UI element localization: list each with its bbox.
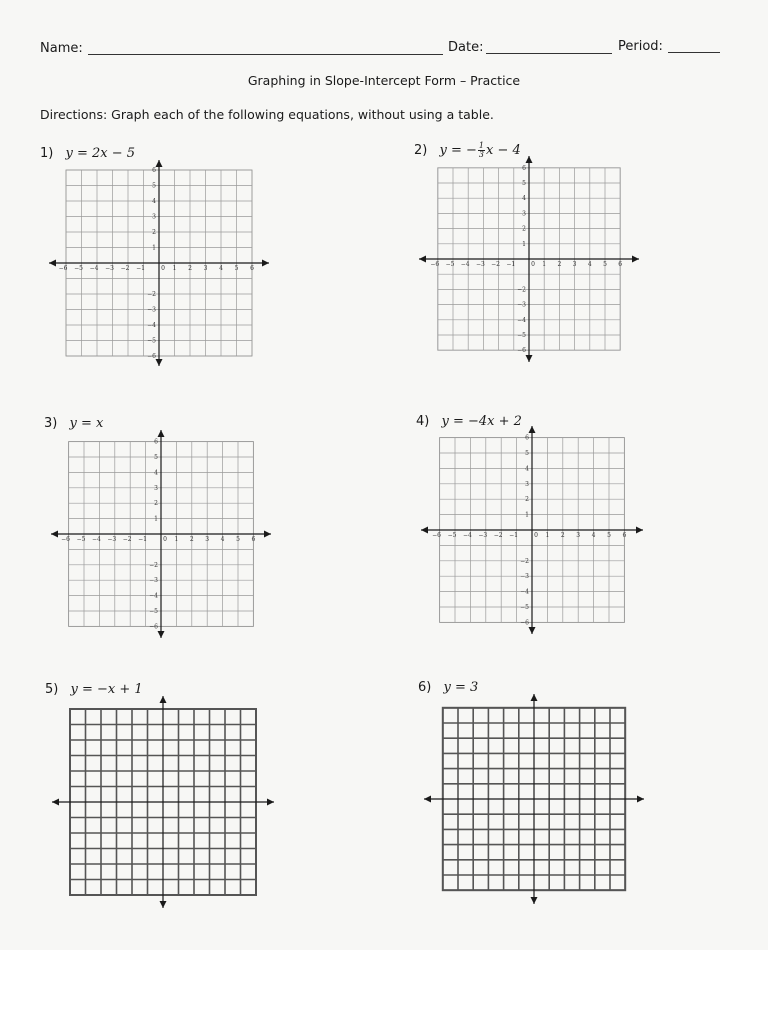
x-tick-label: 1 [174,536,179,543]
coordinate-grid-4[interactable] [419,424,645,636]
arrow-up-icon [158,430,165,437]
arrow-up-icon [526,156,533,163]
y-tick-label: 3 [525,480,529,488]
y-tick-label: −5 [149,608,158,615]
x-tick-label: 5 [236,536,240,543]
x-tick-label: −1 [506,261,516,268]
x-tick-label: 6 [250,265,254,272]
scan-margin [0,950,768,1024]
y-tick-label: 5 [152,182,156,190]
arrow-left-icon [419,256,426,263]
equation-suffix: x − 4 [485,143,521,158]
x-tick-label: −4 [91,536,101,543]
y-tick-label: −3 [517,301,526,309]
x-tick-label: 3 [203,265,208,272]
x-tick-label: 3 [205,536,210,543]
x-tick-label: −2 [491,261,501,268]
y-tick-label: −5 [147,337,156,345]
problem-number: 1) [40,146,54,161]
arrow-right-icon [264,531,271,538]
x-tick-label: −3 [105,265,114,272]
arrow-left-icon [49,260,56,267]
y-tick-label: 6 [522,164,526,172]
fraction-denominator: 3 [478,150,484,159]
y-tick-label: 1 [525,511,529,519]
y-tick-label: −6 [149,623,158,631]
x-tick-label: 3 [576,532,581,539]
problem-number: 5) [45,682,59,697]
x-tick-label: 1 [172,265,177,272]
x-tick-label: −4 [460,261,470,268]
period-label: Period: [618,39,663,54]
y-tick-label: −5 [520,604,529,611]
x-tick-label: −1 [138,536,148,543]
y-tick-label: 5 [522,180,526,187]
y-tick-label: −6 [147,353,156,360]
y-tick-label: −2 [517,286,526,294]
arrow-down-icon [158,631,165,638]
y-tick-label: −5 [517,332,526,339]
arrow-right-icon [267,799,274,806]
axes [424,694,644,904]
equation: y = x [69,416,104,431]
arrow-right-icon [262,260,269,267]
equation: y = 3 [443,680,479,695]
x-tick-label: −5 [76,536,86,543]
y-tick-label: −2 [520,557,529,565]
coordinate-grid-5[interactable] [50,694,276,910]
x-tick-label: 5 [607,532,611,539]
x-tick-label: −5 [447,532,457,539]
problem-number: 2) [414,143,428,158]
arrow-up-icon [529,426,536,433]
name-label: Name: [40,41,83,56]
y-tick-label: 4 [522,195,526,203]
y-tick-label: −3 [149,577,158,585]
x-tick-label: −2 [120,265,130,272]
equation: y = −x + 1 [70,682,143,697]
x-tick-label: 2 [560,532,565,539]
arrow-left-icon [424,796,431,803]
x-tick-label: 3 [572,261,577,268]
equation-prefix: y = − [439,143,477,158]
coordinate-grid-2[interactable] [417,154,641,364]
x-tick-label: 4 [587,261,592,268]
fraction-numerator: 1 [478,141,484,150]
coordinate-grid-1[interactable] [47,158,271,368]
equation: y = −4x + 2 [441,414,522,429]
y-tick-label: −6 [520,619,529,627]
x-tick-label: 5 [603,261,607,268]
x-tick-label: 1 [542,261,547,268]
y-tick-label: −6 [517,347,526,355]
y-tick-label: 5 [525,450,529,457]
x-tick-label: −1 [509,532,519,539]
y-tick-label: 6 [152,167,156,174]
y-tick-label: 3 [152,213,156,221]
y-tick-label: −2 [149,561,158,569]
x-tick-label: −4 [462,532,472,539]
x-tick-label: −3 [475,261,485,268]
arrow-up-icon [156,160,163,167]
x-tick-label: 0 [161,265,165,272]
y-tick-label: 1 [152,244,156,252]
x-tick-label: 5 [234,265,239,272]
arrow-left-icon [51,531,58,538]
y-tick-label: −3 [147,306,156,314]
y-tick-label: 6 [154,438,158,446]
y-tick-label: 6 [525,434,529,442]
y-tick-label: 2 [525,496,529,504]
y-tick-label: 4 [154,469,158,477]
x-tick-label: 4 [220,536,225,543]
arrow-down-icon [526,355,533,362]
arrow-up-icon [531,694,538,701]
coordinate-grid-6[interactable] [422,692,646,906]
x-tick-label: 1 [545,532,550,539]
coordinate-grid-3[interactable] [49,428,273,640]
date-label: Date: [448,40,484,55]
x-tick-label: −3 [107,536,117,543]
x-tick-label: 2 [557,261,562,268]
period-field[interactable] [668,52,720,53]
equation: y = 2x − 5 [65,146,136,161]
x-tick-label: 6 [251,536,256,543]
y-tick-label: 1 [522,240,526,248]
y-tick-label: −4 [147,322,156,329]
y-tick-label: 2 [152,229,156,236]
x-tick-label: −4 [89,265,99,272]
y-tick-label: 2 [522,225,526,233]
x-tick-label: −6 [58,265,68,272]
y-tick-label: 3 [522,210,526,218]
date-field[interactable] [486,53,612,54]
y-tick-label: −4 [517,316,526,324]
y-tick-label: 1 [154,515,158,523]
x-tick-label: 0 [163,536,167,543]
arrow-right-icon [636,527,643,534]
arrow-down-icon [529,627,536,634]
arrow-down-icon [156,359,163,366]
x-tick-label: 4 [219,265,223,272]
y-tick-label: −3 [520,573,529,581]
axes [49,160,269,366]
x-tick-label: −6 [430,261,440,268]
x-tick-label: 6 [622,532,627,539]
axes [421,426,643,634]
arrow-left-icon [52,799,59,806]
directions: Directions: Graph each of the following equations, without using a table. [40,107,494,122]
x-tick-label: −2 [122,536,132,543]
worksheet-title: Graphing in Slope-Intercept Form – Practice [247,73,521,88]
name-field[interactable] [88,54,443,55]
x-tick-label: 0 [531,261,535,268]
x-tick-label: 6 [618,261,623,268]
y-tick-label: 2 [154,500,158,508]
y-tick-label: −4 [149,592,158,600]
arrow-left-icon [421,527,428,534]
y-tick-label: −4 [520,588,529,596]
x-tick-label: 2 [189,536,194,543]
y-tick-label: 4 [152,198,156,205]
y-tick-label: 5 [154,454,158,461]
y-tick-label: 3 [154,484,158,492]
x-tick-label: −1 [136,265,145,272]
x-tick-label: 2 [188,265,192,272]
x-tick-label: −5 [445,261,455,268]
arrow-down-icon [160,901,167,908]
problem-number: 4) [416,414,430,429]
x-tick-label: −5 [74,265,83,272]
x-tick-label: −2 [493,532,503,539]
arrow-right-icon [637,796,644,803]
arrow-right-icon [632,256,639,263]
arrow-up-icon [160,696,167,703]
arrow-down-icon [531,897,538,904]
x-tick-label: −3 [478,532,488,539]
x-tick-label: 0 [534,532,538,539]
x-tick-label: −6 [432,532,442,539]
axes [419,156,639,362]
y-tick-label: −2 [147,291,156,298]
y-tick-label: 4 [525,465,529,473]
problem-number: 6) [418,680,432,695]
x-tick-label: −6 [61,536,71,543]
x-tick-label: 4 [591,532,596,539]
problem-number: 3) [44,416,58,431]
